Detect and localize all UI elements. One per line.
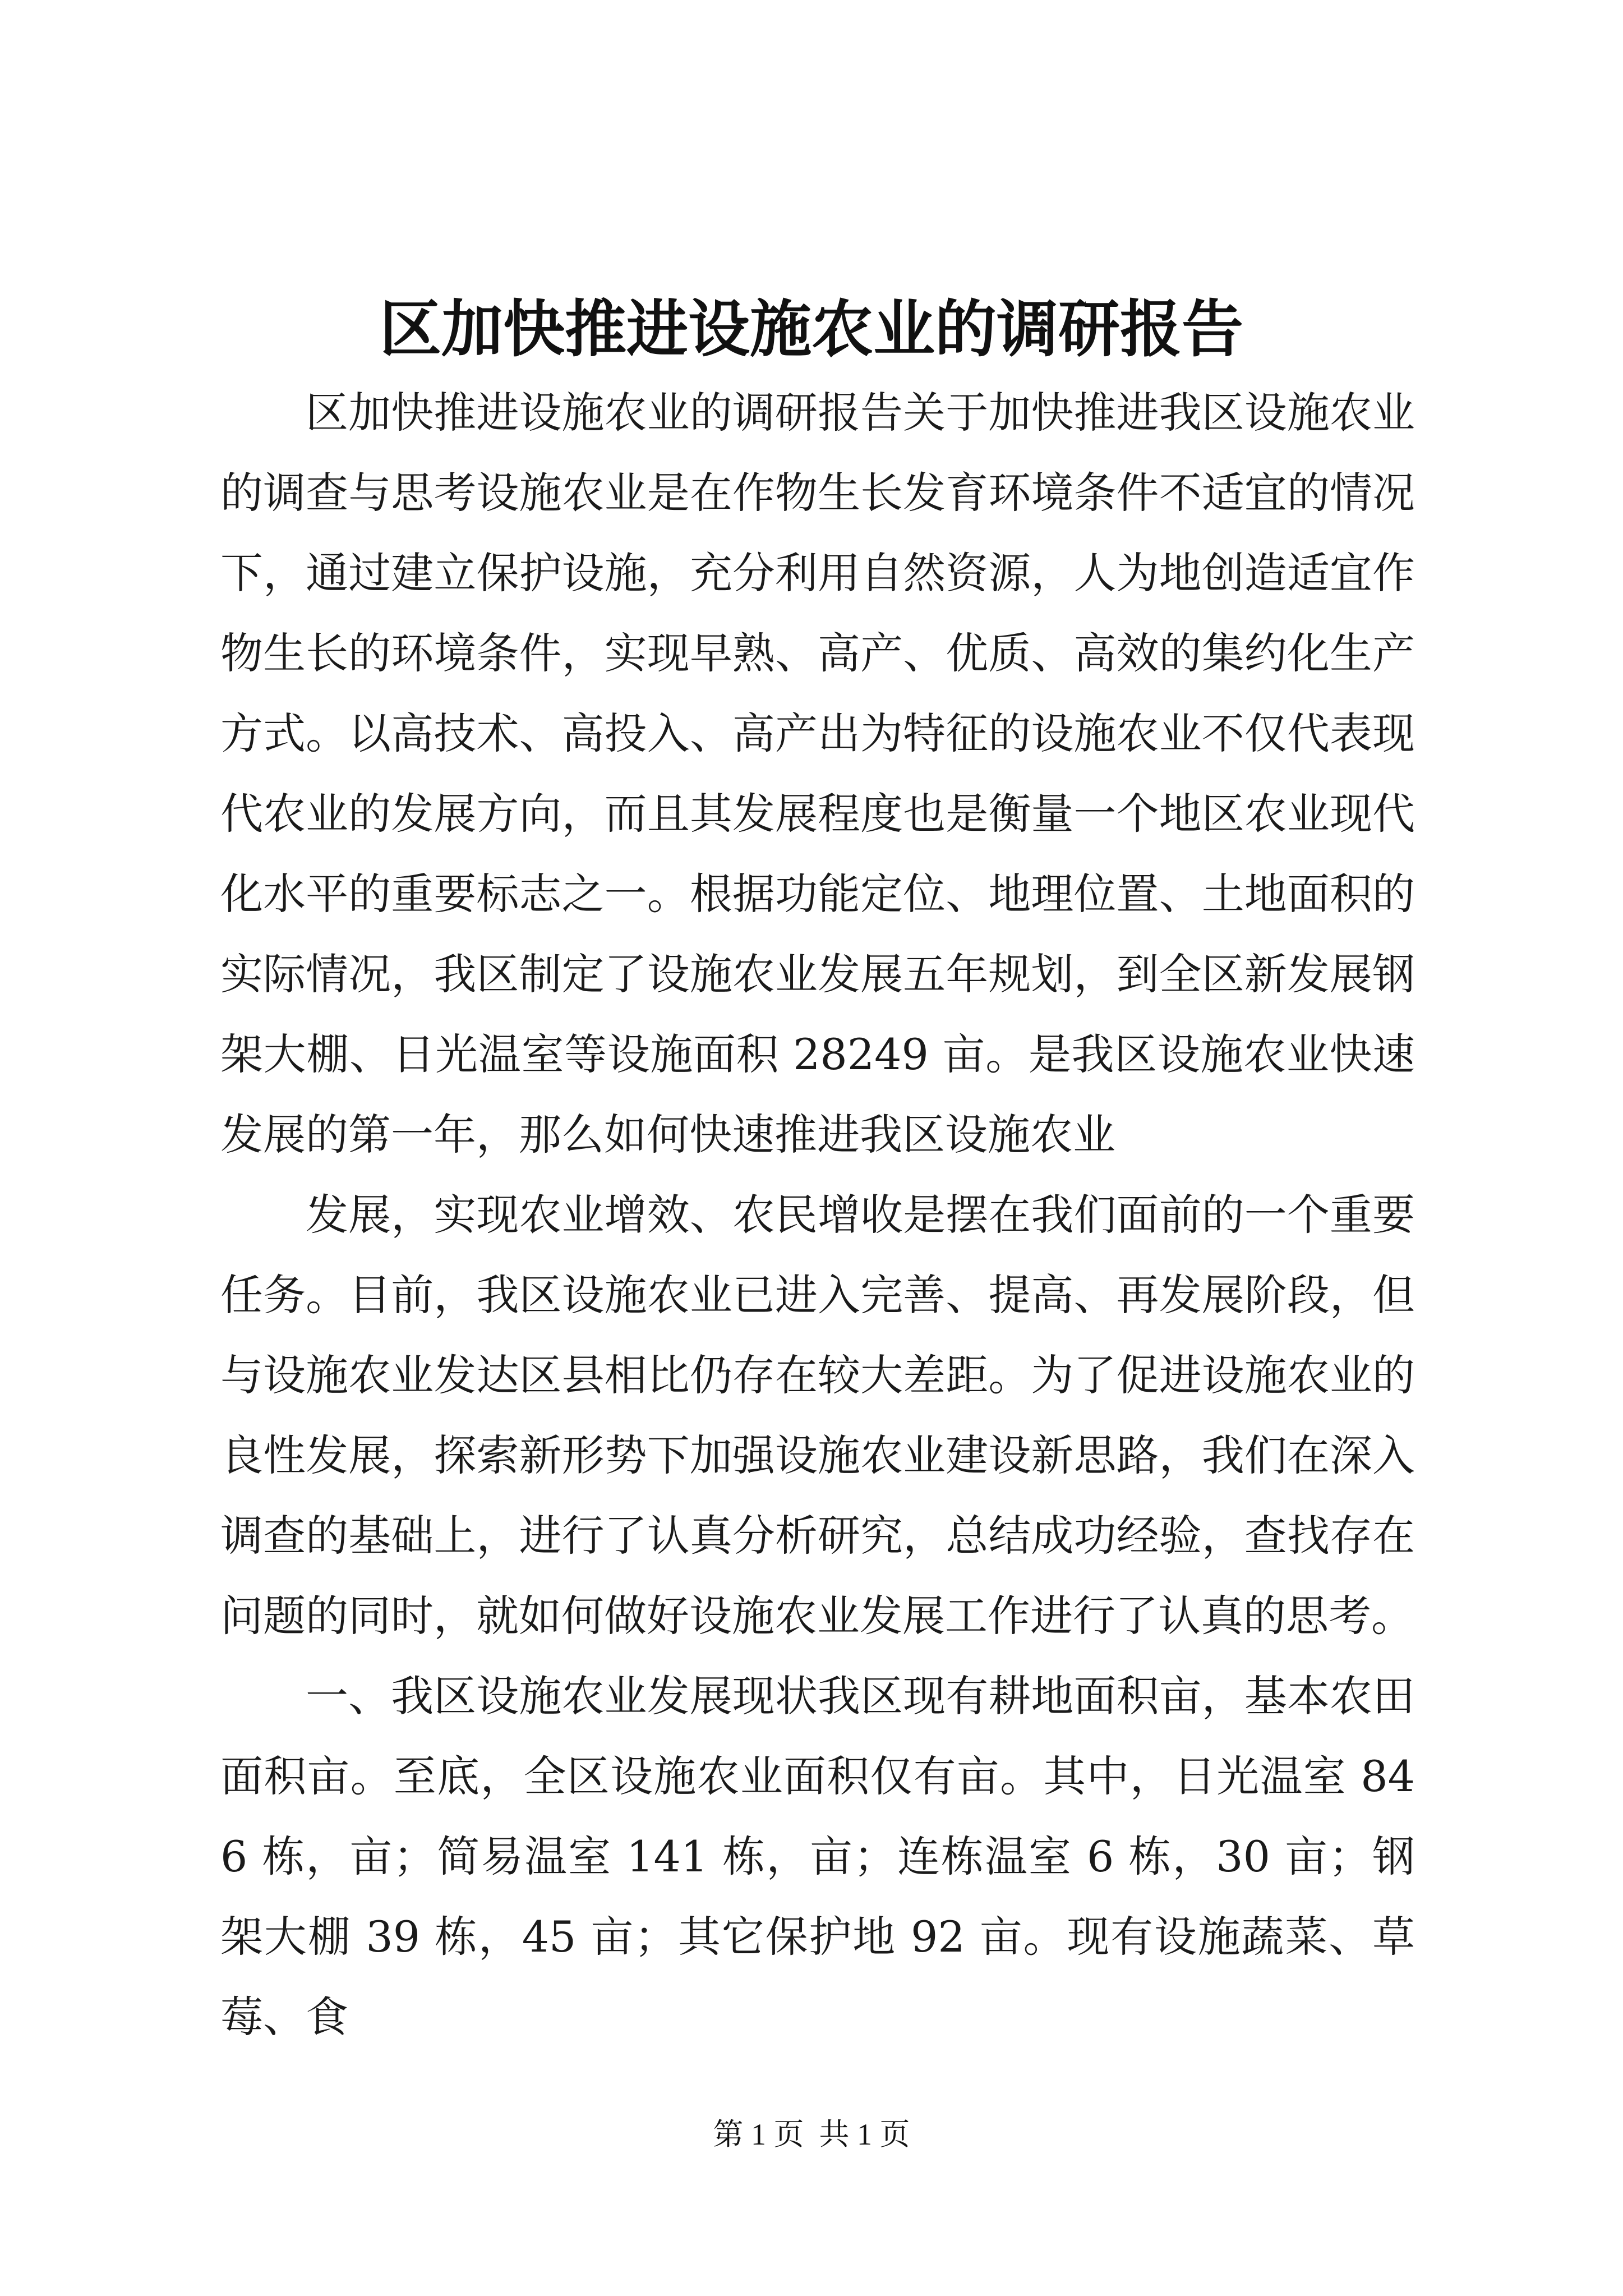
- paragraph-status: 一、我区设施农业发展现状我区现有耕地面积亩，基本农田面积亩。至底，全区设施农业面积仅有亩。其中，日光温室 846 栋，亩；简易温室 141 栋，亩；连栋温室 6 栋，30 亩；钢架大棚 39 栋，45 亩；其它保护地 92 亩。现有设施蔬菜、草莓、食: [220, 1671, 1415, 2042]
- page-number-label: 第 1 页 共 1 页: [713, 2118, 910, 2151]
- paragraph-intro: 区加快推进设施农业的调研报告关于加快推进我区设施农业的调查与思考设施农业是在作物生长发育环境条件不适宜的情况下，通过建立保护设施，充分利用自然资源，人为地创造适宜作物生长的环境条件，实现早熟、高产、优质、高效的集约化生产方式。以高技术、高投入、高产出为特征的设施农业不仅代表现代农业的发展方向，而且其发展程度也是衡量一个地区农业现代化水平的重要标志之一。根据功能定位、地理位置、土地面积的实际情况，我区制定了设施农业发展五年规划，到全区新发展钢架大棚、日光温室等设施面积 28249 亩。是我区设施农业快速发展的第一年，那么如何快速推进我区设施农业: [220, 388, 1415, 1159]
- page-footer: [0, 2115, 1623, 2154]
- document-title: 区加快推进设施农业的调研报告: [380, 293, 1243, 365]
- document-body: [220, 372, 1415, 2057]
- paragraph-development: 发展，实现农业增效、农民增收是摆在我们面前的一个重要任务。目前，我区设施农业已进入完善、提高、再发展阶段，但与设施农业发达区县相比仍存在较大差距。为了促进设施农业的良性发展，探索新形势下加强设施农业建设新思路，我们在深入调查的基础上，进行了认真分析研究，总结成功经验，查找存在问题的同时，就如何做好设施农业发展工作进行了认真的思考。: [220, 1190, 1415, 1641]
